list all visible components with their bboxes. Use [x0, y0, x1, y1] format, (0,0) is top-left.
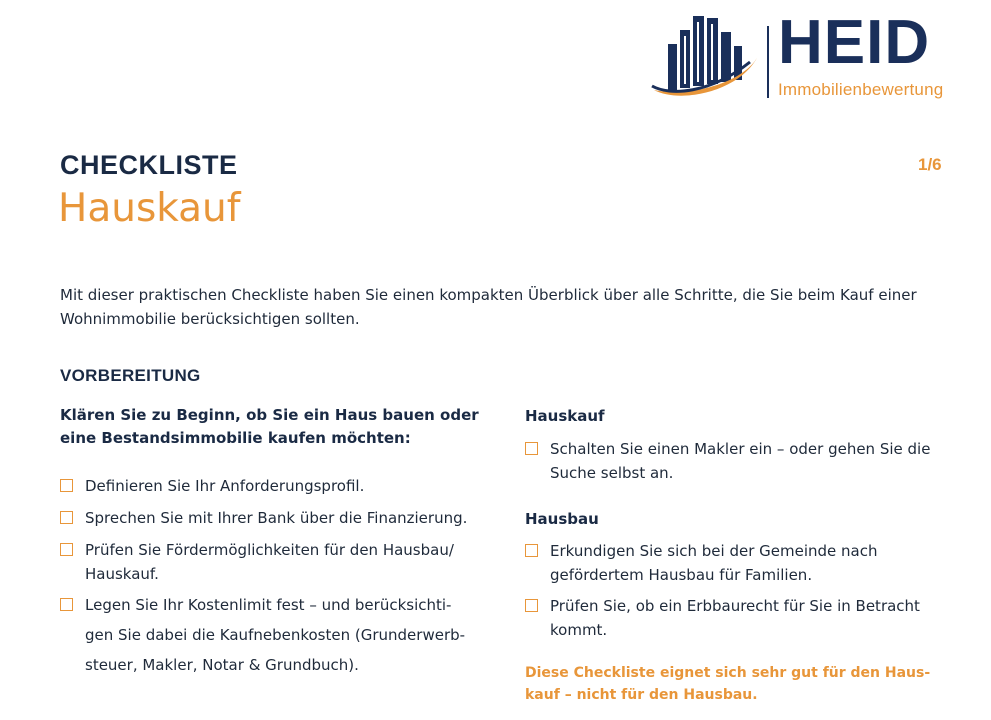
text-line: Hauskauf. — [85, 565, 159, 583]
building-logo-icon — [650, 12, 765, 104]
checkbox[interactable] — [60, 598, 73, 611]
brand-divider — [767, 26, 769, 98]
brand-subtitle: Immobilienbewertung — [778, 80, 944, 99]
text-line: Schalten Sie einen Makler ein – oder gehen Sie die — [550, 440, 931, 458]
checklist-item-text — [85, 506, 467, 530]
intro-line: Mit dieser praktischen Checkliste haben Sie einen kompakten Überblick über alle Schritte, die Sie beim Kauf einer — [60, 286, 917, 304]
note-line: kauf – nicht für den Hausbau. — [525, 687, 758, 703]
checklist-item-text — [85, 590, 465, 680]
brand-name: HEID — [778, 8, 931, 77]
checkbox[interactable] — [60, 511, 73, 524]
left-column-intro — [60, 404, 480, 450]
intro-line: Wohnimmobilie berücksichtigen sollten. — [60, 310, 360, 328]
checklist-item-text — [550, 437, 930, 485]
text-line: gen Sie dabei die Kaufnebenkosten (Grunderwerb- — [85, 626, 466, 644]
checklist-item-text — [550, 594, 920, 642]
checkbox[interactable] — [525, 442, 538, 455]
intro-paragraph — [60, 283, 960, 331]
intro-line: Klären Sie zu Beginn, ob Sie ein Haus bauen oder — [60, 406, 479, 424]
document-label: CHECKLISTE — [60, 150, 238, 180]
text-line: Definieren Sie Ihr Anforderungsprofil. — [85, 477, 365, 495]
highlight-note — [525, 662, 955, 706]
text-line: Erkundigen Sie sich bei der Gemeinde nach — [550, 542, 878, 560]
checkbox[interactable] — [60, 479, 73, 492]
subheading-hauskauf: Hauskauf — [525, 407, 605, 425]
checkbox[interactable] — [525, 599, 538, 612]
intro-line: eine Bestandsimmobilie kaufen möchten: — [60, 429, 411, 447]
document-title: Hauskauf — [58, 186, 241, 231]
checklist-item-text — [550, 539, 878, 587]
section-heading: VORBEREITUNG — [60, 366, 201, 385]
text-line: steuer, Makler, Notar & Grundbuch). — [85, 656, 359, 674]
brand-logo — [650, 8, 960, 104]
page-number: 1/6 — [918, 155, 942, 174]
checkbox[interactable] — [525, 544, 538, 557]
note-line: Diese Checkliste eignet sich sehr gut für den Haus- — [525, 665, 931, 681]
checklist-item-text — [85, 474, 364, 498]
text-line: kommt. — [550, 621, 608, 639]
text-line: Prüfen Sie Fördermöglichkeiten für den Hausbau/ — [85, 541, 454, 559]
text-line: Legen Sie Ihr Kostenlimit fest – und berücksichti- — [85, 596, 452, 614]
subheading-hausbau: Hausbau — [525, 510, 599, 528]
checklist-item-text — [85, 538, 454, 586]
text-line: Prüfen Sie, ob ein Erbbaurecht für Sie in Betracht — [550, 597, 920, 615]
text-line: Suche selbst an. — [550, 464, 674, 482]
text-line: gefördertem Hausbau für Familien. — [550, 566, 813, 584]
checkbox[interactable] — [60, 543, 73, 556]
text-line: Sprechen Sie mit Ihrer Bank über die Finanzierung. — [85, 509, 468, 527]
